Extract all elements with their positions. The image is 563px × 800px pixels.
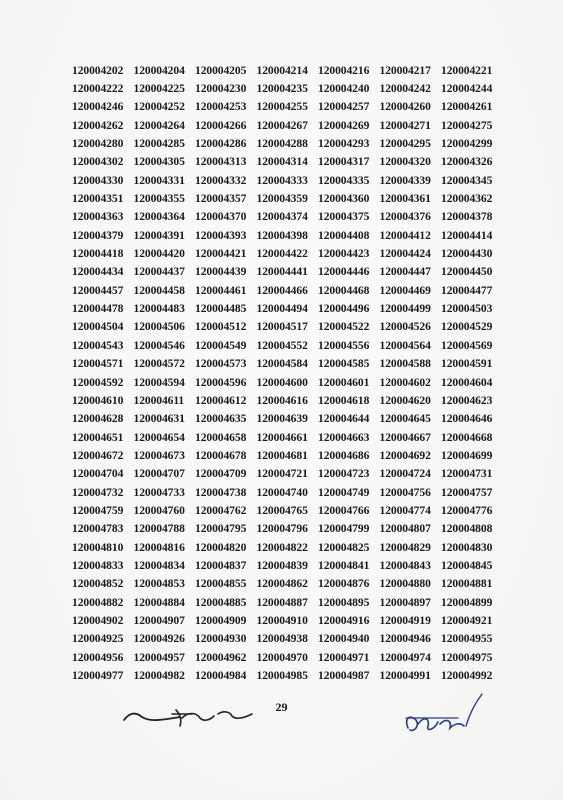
roll-number-cell: 120004663 [318, 430, 370, 444]
roll-number-cell: 120004644 [318, 412, 370, 426]
roll-number-cell: 120004600 [256, 375, 308, 389]
roll-number-cell: 120004556 [318, 338, 370, 352]
roll-number-cell: 120004588 [379, 357, 431, 371]
table-row [72, 593, 503, 611]
roll-number-cell: 120004280 [72, 137, 124, 151]
roll-number-cell: 120004724 [379, 467, 431, 481]
roll-number-cell: 120004887 [256, 595, 308, 609]
table-row [72, 611, 503, 629]
roll-number-cell: 120004584 [256, 357, 308, 371]
roll-number-cell: 120004522 [318, 320, 370, 334]
roll-number-cell: 120004564 [379, 338, 431, 352]
roll-number-cell: 120004692 [379, 448, 431, 462]
roll-number-cell: 120004833 [72, 558, 124, 572]
roll-number-cell: 120004760 [133, 503, 185, 517]
roll-number-cell: 120004788 [133, 522, 185, 536]
table-row [72, 98, 503, 116]
table-row [72, 538, 503, 556]
roll-number-cell: 120004830 [441, 540, 493, 554]
roll-number-cell: 120004668 [441, 430, 493, 444]
roll-number-cell: 120004816 [133, 540, 185, 554]
roll-number-cell: 120004261 [441, 100, 493, 114]
roll-number-cell: 120004946 [379, 632, 431, 646]
roll-number-cell: 120004408 [318, 228, 370, 242]
roll-number-cell: 120004357 [195, 192, 247, 206]
roll-number-cell: 120004709 [195, 467, 247, 481]
table-row [72, 556, 503, 574]
table-row [72, 171, 503, 189]
roll-number-cell: 120004820 [195, 540, 247, 554]
roll-number-cell: 120004214 [256, 63, 308, 77]
roll-number-cell: 120004984 [195, 669, 247, 683]
roll-number-cell: 120004503 [441, 302, 493, 316]
roll-number-cell: 120004221 [441, 63, 493, 77]
roll-number-cell: 120004628 [72, 412, 124, 426]
roll-number-cell: 120004799 [318, 522, 370, 536]
roll-number-cell: 120004242 [379, 82, 431, 96]
table-row [72, 299, 503, 317]
roll-number-cell: 120004483 [133, 302, 185, 316]
roll-number-cell: 120004398 [256, 228, 308, 242]
roll-number-cell: 120004331 [133, 173, 185, 187]
roll-number-cell: 120004275 [441, 118, 493, 132]
roll-number-cell: 120004246 [72, 100, 124, 114]
roll-number-cell: 120004360 [318, 192, 370, 206]
table-row [72, 79, 503, 97]
roll-number-cell: 120004721 [256, 467, 308, 481]
roll-number-cell: 120004852 [72, 577, 124, 591]
roll-number-cell: 120004910 [256, 613, 308, 627]
roll-number-cell: 120004512 [195, 320, 247, 334]
roll-number-cell: 120004699 [441, 448, 493, 462]
roll-number-cell: 120004264 [133, 118, 185, 132]
roll-number-cell: 120004361 [379, 192, 431, 206]
roll-number-cell: 120004345 [441, 173, 493, 187]
roll-number-cell: 120004391 [133, 228, 185, 242]
roll-number-cell: 120004222 [72, 82, 124, 96]
roll-number-cell: 120004478 [72, 302, 124, 316]
roll-number-cell: 120004526 [379, 320, 431, 334]
roll-number-cell: 120004266 [195, 118, 247, 132]
table-row [72, 281, 503, 299]
roll-number-cell: 120004420 [133, 247, 185, 261]
signature-right [398, 690, 498, 740]
roll-number-cell: 120004468 [318, 283, 370, 297]
roll-number-cell: 120004774 [379, 503, 431, 517]
roll-number-cell: 120004529 [441, 320, 493, 334]
roll-number-cell: 120004351 [72, 192, 124, 206]
roll-number-cell: 120004421 [195, 247, 247, 261]
roll-number-cell: 120004834 [133, 558, 185, 572]
roll-number-cell: 120004375 [318, 210, 370, 224]
roll-number-cell: 120004439 [195, 265, 247, 279]
table-row [72, 116, 503, 134]
roll-number-cell: 120004974 [379, 650, 431, 664]
roll-number-cell: 120004418 [72, 247, 124, 261]
roll-number-cell: 120004202 [72, 63, 124, 77]
roll-number-cell: 120004571 [72, 357, 124, 371]
table-row [72, 446, 503, 464]
roll-number-cell: 120004437 [133, 265, 185, 279]
roll-number-cell: 120004572 [133, 357, 185, 371]
roll-number-cell: 120004320 [379, 155, 431, 169]
roll-number-cell: 120004765 [256, 503, 308, 517]
roll-number-cell: 120004930 [195, 632, 247, 646]
roll-number-cell: 120004499 [379, 302, 431, 316]
roll-number-cell: 120004517 [256, 320, 308, 334]
roll-number-cell: 120004733 [133, 485, 185, 499]
roll-number-cell: 120004843 [379, 558, 431, 572]
roll-number-cell: 120004362 [441, 192, 493, 206]
roll-number-cell: 120004271 [379, 118, 431, 132]
roll-number-cell: 120004970 [256, 650, 308, 664]
roll-number-cell: 120004845 [441, 558, 493, 572]
table-row [72, 208, 503, 226]
roll-number-cell: 120004807 [379, 522, 431, 536]
roll-number-cell: 120004897 [379, 595, 431, 609]
roll-number-cell: 120004992 [441, 669, 493, 683]
table-row [72, 263, 503, 281]
roll-number-cell: 120004616 [256, 393, 308, 407]
roll-number-cell: 120004257 [318, 100, 370, 114]
roll-number-cell: 120004285 [133, 137, 185, 151]
roll-number-cell: 120004217 [379, 63, 431, 77]
roll-number-cell: 120004317 [318, 155, 370, 169]
roll-number-cell: 120004855 [195, 577, 247, 591]
roll-number-cell: 120004602 [379, 375, 431, 389]
roll-number-cell: 120004623 [441, 393, 493, 407]
roll-number-cell: 120004776 [441, 503, 493, 517]
roll-number-cell: 120004546 [133, 338, 185, 352]
roll-number-cell: 120004882 [72, 595, 124, 609]
table-row [72, 501, 503, 519]
roll-number-cell: 120004651 [72, 430, 124, 444]
roll-number-cell: 120004295 [379, 137, 431, 151]
roll-number-cell: 120004393 [195, 228, 247, 242]
roll-number-cell: 120004829 [379, 540, 431, 554]
roll-number-cell: 120004235 [256, 82, 308, 96]
roll-number-cell: 120004370 [195, 210, 247, 224]
roll-number-cell: 120004205 [195, 63, 247, 77]
roll-number-cell: 120004269 [318, 118, 370, 132]
roll-number-table-body [72, 61, 503, 685]
roll-number-cell: 120004412 [379, 228, 431, 242]
roll-number-cell: 120004504 [72, 320, 124, 334]
roll-number-cell: 120004260 [379, 100, 431, 114]
roll-number-cell: 120004881 [441, 577, 493, 591]
table-row [72, 666, 503, 684]
roll-number-cell: 120004225 [133, 82, 185, 96]
roll-number-cell: 120004646 [441, 412, 493, 426]
roll-number-cell: 120004837 [195, 558, 247, 572]
roll-number-cell: 120004267 [256, 118, 308, 132]
roll-number-cell: 120004461 [195, 283, 247, 297]
roll-number-cell: 120004620 [379, 393, 431, 407]
roll-number-cell: 120004876 [318, 577, 370, 591]
roll-number-cell: 120004962 [195, 650, 247, 664]
roll-number-cell: 120004977 [72, 669, 124, 683]
table-row [72, 373, 503, 391]
roll-number-cell: 120004286 [195, 137, 247, 151]
roll-number-cell: 120004862 [256, 577, 308, 591]
roll-number-cell: 120004884 [133, 595, 185, 609]
roll-number-cell: 120004991 [379, 669, 431, 683]
roll-number-cell: 120004658 [195, 430, 247, 444]
roll-number-cell: 120004549 [195, 338, 247, 352]
roll-number-cell: 120004810 [72, 540, 124, 554]
roll-number-cell: 120004940 [318, 632, 370, 646]
roll-number-cell: 120004921 [441, 613, 493, 627]
roll-number-cell: 120004749 [318, 485, 370, 499]
roll-number-cell: 120004252 [133, 100, 185, 114]
roll-number-cell: 120004926 [133, 632, 185, 646]
table-row [72, 61, 503, 79]
roll-number-cell: 120004240 [318, 82, 370, 96]
roll-number-cell: 120004618 [318, 393, 370, 407]
roll-number-cell: 120004339 [379, 173, 431, 187]
roll-number-cell: 120004907 [133, 613, 185, 627]
roll-number-cell: 120004423 [318, 247, 370, 261]
table-row [72, 134, 503, 152]
roll-number-cell: 120004326 [441, 155, 493, 169]
roll-number-cell: 120004302 [72, 155, 124, 169]
roll-number-cell: 120004654 [133, 430, 185, 444]
roll-number-cell: 120004982 [133, 669, 185, 683]
roll-number-cell: 120004216 [318, 63, 370, 77]
roll-number-cell: 120004592 [72, 375, 124, 389]
roll-number-cell: 120004253 [195, 100, 247, 114]
roll-number-table [72, 61, 503, 685]
roll-number-cell: 120004450 [441, 265, 493, 279]
roll-number-cell: 120004909 [195, 613, 247, 627]
table-row [72, 483, 503, 501]
roll-number-cell: 120004293 [318, 137, 370, 151]
roll-number-cell: 120004839 [256, 558, 308, 572]
roll-number-cell: 120004430 [441, 247, 493, 261]
roll-number-cell: 120004612 [195, 393, 247, 407]
table-row [72, 648, 503, 666]
roll-number-cell: 120004681 [256, 448, 308, 462]
roll-number-cell: 120004795 [195, 522, 247, 536]
roll-number-cell: 120004759 [72, 503, 124, 517]
roll-number-cell: 120004477 [441, 283, 493, 297]
roll-number-cell: 120004378 [441, 210, 493, 224]
roll-number-cell: 120004704 [72, 467, 124, 481]
roll-number-cell: 120004822 [256, 540, 308, 554]
roll-number-cell: 120004766 [318, 503, 370, 517]
roll-number-cell: 120004458 [133, 283, 185, 297]
roll-number-cell: 120004678 [195, 448, 247, 462]
table-row [72, 428, 503, 446]
roll-number-cell: 120004762 [195, 503, 247, 517]
roll-number-cell: 120004971 [318, 650, 370, 664]
roll-number-cell: 120004604 [441, 375, 493, 389]
roll-number-cell: 120004611 [133, 393, 185, 407]
table-row [72, 465, 503, 483]
roll-number-cell: 120004672 [72, 448, 124, 462]
roll-number-cell: 120004496 [318, 302, 370, 316]
roll-number-cell: 120004957 [133, 650, 185, 664]
page-number: 29 [275, 700, 288, 714]
roll-number-cell: 120004355 [133, 192, 185, 206]
roll-number-cell: 120004255 [256, 100, 308, 114]
roll-number-cell: 120004414 [441, 228, 493, 242]
roll-number-cell: 120004573 [195, 357, 247, 371]
roll-number-cell: 120004756 [379, 485, 431, 499]
roll-number-cell: 120004955 [441, 632, 493, 646]
roll-number-cell: 120004333 [256, 173, 308, 187]
table-row [72, 520, 503, 538]
roll-number-cell: 120004244 [441, 82, 493, 96]
table-row [72, 153, 503, 171]
roll-number-cell: 120004424 [379, 247, 431, 261]
roll-number-cell: 120004313 [195, 155, 247, 169]
roll-number-cell: 120004902 [72, 613, 124, 627]
roll-number-cell: 120004853 [133, 577, 185, 591]
roll-number-cell: 120004825 [318, 540, 370, 554]
roll-number-cell: 120004885 [195, 595, 247, 609]
roll-number-cell: 120004591 [441, 357, 493, 371]
roll-number-cell: 120004635 [195, 412, 247, 426]
roll-number-cell: 120004330 [72, 173, 124, 187]
roll-number-cell: 120004673 [133, 448, 185, 462]
table-row [72, 226, 503, 244]
roll-number-cell: 120004379 [72, 228, 124, 242]
roll-number-cell: 120004956 [72, 650, 124, 664]
roll-number-cell: 120004757 [441, 485, 493, 499]
roll-number-cell: 120004422 [256, 247, 308, 261]
roll-number-cell: 120004596 [195, 375, 247, 389]
table-row [72, 318, 503, 336]
roll-number-cell: 120004895 [318, 595, 370, 609]
roll-number-cell: 120004332 [195, 173, 247, 187]
roll-number-cell: 120004466 [256, 283, 308, 297]
roll-number-cell: 120004585 [318, 357, 370, 371]
signature-left [120, 700, 260, 730]
roll-number-cell: 120004796 [256, 522, 308, 536]
roll-number-cell: 120004447 [379, 265, 431, 279]
roll-number-cell: 120004446 [318, 265, 370, 279]
roll-number-cell: 120004938 [256, 632, 308, 646]
table-row [72, 244, 503, 262]
roll-number-cell: 120004985 [256, 669, 308, 683]
table-row [72, 355, 503, 373]
roll-number-cell: 120004359 [256, 192, 308, 206]
roll-number-cell: 120004639 [256, 412, 308, 426]
roll-number-cell: 120004841 [318, 558, 370, 572]
roll-number-cell: 120004631 [133, 412, 185, 426]
roll-number-cell: 120004987 [318, 669, 370, 683]
roll-number-cell: 120004594 [133, 375, 185, 389]
roll-number-cell: 120004686 [318, 448, 370, 462]
roll-number-cell: 120004230 [195, 82, 247, 96]
roll-number-cell: 120004364 [133, 210, 185, 224]
table-row [72, 189, 503, 207]
roll-number-cell: 120004314 [256, 155, 308, 169]
roll-number-cell: 120004485 [195, 302, 247, 316]
roll-number-cell: 120004723 [318, 467, 370, 481]
roll-number-cell: 120004552 [256, 338, 308, 352]
roll-number-cell: 120004543 [72, 338, 124, 352]
roll-number-cell: 120004457 [72, 283, 124, 297]
roll-number-cell: 120004305 [133, 155, 185, 169]
roll-number-cell: 120004916 [318, 613, 370, 627]
roll-number-cell: 120004469 [379, 283, 431, 297]
roll-number-cell: 120004204 [133, 63, 185, 77]
roll-number-cell: 120004975 [441, 650, 493, 664]
table-row [72, 336, 503, 354]
roll-number-cell: 120004601 [318, 375, 370, 389]
table-row [72, 391, 503, 409]
roll-number-cell: 120004645 [379, 412, 431, 426]
roll-number-cell: 120004808 [441, 522, 493, 536]
roll-number-cell: 120004731 [441, 467, 493, 481]
roll-number-cell: 120004288 [256, 137, 308, 151]
table-row [72, 575, 503, 593]
roll-number-cell: 120004506 [133, 320, 185, 334]
roll-number-cell: 120004919 [379, 613, 431, 627]
roll-number-cell: 120004434 [72, 265, 124, 279]
roll-number-cell: 120004661 [256, 430, 308, 444]
table-row [72, 630, 503, 648]
roll-number-cell: 120004783 [72, 522, 124, 536]
roll-number-cell: 120004740 [256, 485, 308, 499]
roll-number-cell: 120004610 [72, 393, 124, 407]
roll-number-cell: 120004299 [441, 137, 493, 151]
roll-number-cell: 120004569 [441, 338, 493, 352]
roll-number-cell: 120004262 [72, 118, 124, 132]
roll-number-cell: 120004363 [72, 210, 124, 224]
roll-number-cell: 120004880 [379, 577, 431, 591]
roll-number-cell: 120004374 [256, 210, 308, 224]
roll-number-cell: 120004441 [256, 265, 308, 279]
table-row [72, 410, 503, 428]
roll-number-cell: 120004335 [318, 173, 370, 187]
roll-number-cell: 120004376 [379, 210, 431, 224]
roll-number-cell: 120004738 [195, 485, 247, 499]
roll-number-cell: 120004494 [256, 302, 308, 316]
roll-number-cell: 120004925 [72, 632, 124, 646]
roll-number-cell: 120004707 [133, 467, 185, 481]
roll-number-cell: 120004899 [441, 595, 493, 609]
roll-number-cell: 120004667 [379, 430, 431, 444]
roll-number-cell: 120004732 [72, 485, 124, 499]
